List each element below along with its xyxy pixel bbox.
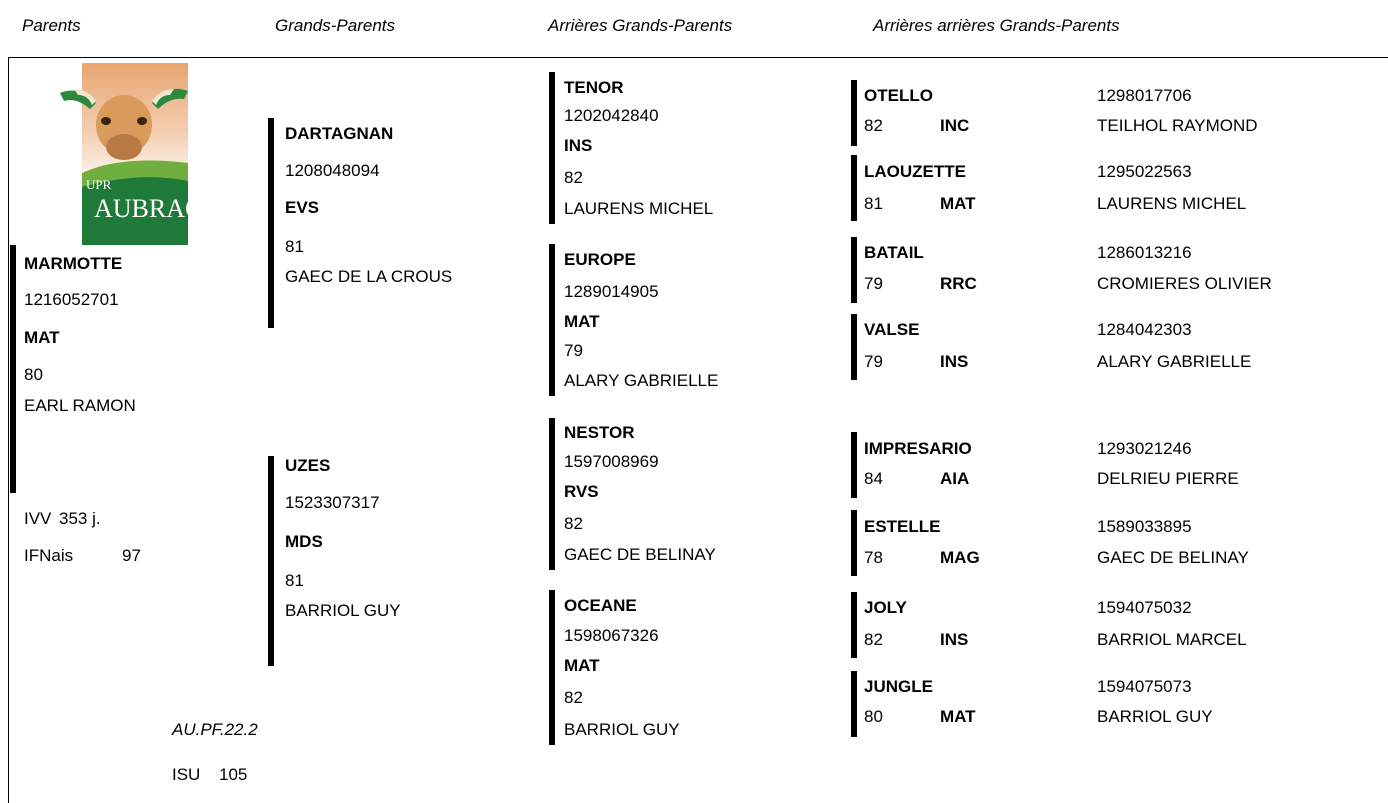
frame-top-border [8, 57, 1388, 58]
great-grandparent-year: 79 [564, 341, 583, 360]
grandparent-owner: BARRIOL GUY [285, 601, 401, 620]
grandparent-bar [268, 118, 274, 328]
ggg-name: VALSE [864, 320, 920, 339]
aubrac-logo [60, 63, 203, 245]
ggg-id: 1295022563 [1097, 162, 1192, 181]
great-grandparent-code: RVS [564, 482, 599, 501]
grandparent-id: 1523307317 [285, 493, 380, 512]
ifnais-value: 97 [122, 546, 141, 565]
ggg-year: 81 [864, 194, 883, 213]
great-grandparent-year: 82 [564, 688, 583, 707]
ggg-name: ESTELLE [864, 517, 941, 536]
great-grandparent-name: TENOR [564, 78, 624, 97]
ggg-bar [851, 510, 857, 576]
ggg-id: 1594075073 [1097, 677, 1192, 696]
ggg-name: LAOUZETTE [864, 162, 966, 181]
grandparent-year: 81 [285, 571, 304, 590]
parent-name: MARMOTTE [24, 254, 123, 273]
ivv-value: 353 j. [59, 509, 101, 528]
isu-value: 105 [219, 765, 248, 784]
great-grandparent-name: EUROPE [564, 250, 636, 269]
isu-label: ISU [172, 765, 201, 784]
ggg-id: 1298017706 [1097, 86, 1192, 105]
parent-id: 1216052701 [24, 290, 119, 309]
ggg-name: OTELLO [864, 86, 933, 105]
great-grandparent-owner: LAURENS MICHEL [564, 199, 714, 218]
ggg-id: 1589033895 [1097, 517, 1192, 536]
great-grandparent-owner: BARRIOL GUY [564, 720, 680, 739]
ggg-year: 79 [864, 352, 883, 371]
logo-upr-text: UPR [86, 177, 112, 192]
ggg-name: BATAIL [864, 243, 924, 262]
ivv-label: IVV [24, 509, 52, 528]
grandparent-year: 81 [285, 237, 304, 256]
ggg-code: AIA [940, 469, 970, 488]
grandparent-code: EVS [285, 198, 320, 217]
great-grandparent-id: 1597008969 [564, 452, 659, 471]
great-grandparent-bar [549, 590, 555, 745]
ggg-year: 80 [864, 707, 883, 726]
ggg-year: 78 [864, 548, 883, 567]
great-grandparent-name: NESTOR [564, 423, 635, 442]
great-grandparent-id: 1202042840 [564, 106, 659, 125]
ggg-id: 1293021246 [1097, 439, 1192, 458]
parent-owner: EARL RAMON [24, 396, 136, 415]
ggg-id: 1284042303 [1097, 320, 1192, 339]
ggg-id: 1594075032 [1097, 598, 1192, 617]
header-grandparents: Grands-Parents [275, 16, 395, 35]
great-grandparent-name: OCEANE [564, 596, 637, 615]
ggg-name: IMPRESARIO [864, 439, 972, 458]
great-grandparent-year: 82 [564, 514, 583, 533]
ggg-owner: DELRIEU PIERRE [1097, 469, 1239, 488]
great-grandparent-code: MAT [564, 312, 600, 331]
ggg-code: INC [940, 116, 970, 135]
grandparent-code: MDS [285, 532, 323, 551]
ggg-owner: BARRIOL MARCEL [1097, 630, 1247, 649]
great-grandparent-year: 82 [564, 168, 583, 187]
ggg-code: INS [940, 352, 969, 371]
ggg-bar [851, 432, 857, 498]
ggg-bar [851, 237, 857, 303]
ggg-owner: BARRIOL GUY [1097, 707, 1213, 726]
ifnais-label: IFNais [24, 546, 74, 565]
grandparent-name: DARTAGNAN [285, 124, 394, 143]
great-grandparent-bar [549, 418, 555, 570]
ggg-bar [851, 80, 857, 146]
great-grandparent-owner: GAEC DE BELINAY [564, 545, 716, 564]
great-grandparent-bar [549, 244, 555, 396]
ggg-bar [851, 671, 857, 737]
ggg-code: MAG [940, 548, 980, 567]
grandparent-name: UZES [285, 456, 331, 475]
grandparent-bar [268, 456, 274, 666]
great-grandparent-owner: ALARY GABRIELLE [564, 371, 719, 390]
ggg-bar [851, 314, 857, 380]
header-parents: Parents [22, 16, 81, 35]
ggg-year: 82 [864, 116, 883, 135]
ggg-name: JUNGLE [864, 677, 933, 696]
reference-code: AU.PF.22.2 [172, 720, 258, 739]
header-great-grandparents: Arrières Grands-Parents [548, 16, 733, 35]
parent-code: MAT [24, 328, 60, 347]
great-grandparent-id: 1289014905 [564, 282, 659, 301]
ggg-year: 84 [864, 469, 883, 488]
ggg-year: 79 [864, 274, 883, 293]
great-grandparent-code: MAT [564, 656, 600, 675]
ggg-owner: ALARY GABRIELLE [1097, 352, 1252, 371]
great-grandparent-bar [549, 72, 555, 224]
frame-left-border [8, 57, 9, 803]
ggg-id: 1286013216 [1097, 243, 1192, 262]
parent-bar [10, 245, 16, 493]
great-grandparent-id: 1598067326 [564, 626, 659, 645]
ggg-name: JOLY [864, 598, 907, 617]
ggg-code: MAT [940, 194, 976, 213]
ggg-bar [851, 592, 857, 658]
header-great-great-grandparents: Arrières arrières Grands-Parents [873, 16, 1120, 35]
grandparent-id: 1208048094 [285, 161, 380, 180]
logo-aubrac-text: AUBRAC [94, 194, 203, 223]
ggg-owner: TEILHOL RAYMOND [1097, 116, 1258, 135]
ggg-owner: CROMIERES OLIVIER [1097, 274, 1272, 293]
parent-year: 80 [24, 365, 43, 384]
grandparent-owner: GAEC DE LA CROUS [285, 267, 453, 286]
ggg-code: RRC [940, 274, 977, 293]
ggg-bar [851, 155, 857, 221]
ggg-code: INS [940, 630, 969, 649]
ggg-owner: GAEC DE BELINAY [1097, 548, 1249, 567]
ggg-year: 82 [864, 630, 883, 649]
ggg-code: MAT [940, 707, 976, 726]
great-grandparent-code: INS [564, 136, 593, 155]
ggg-owner: LAURENS MICHEL [1097, 194, 1247, 213]
